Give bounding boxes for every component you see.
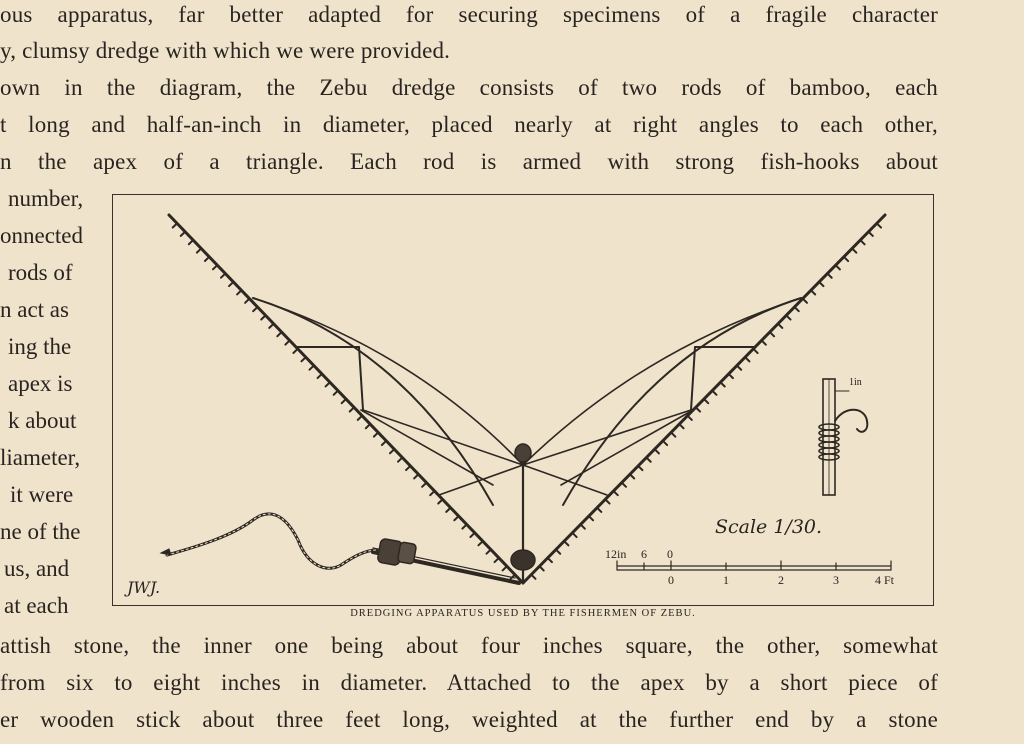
figure-dredge-diagram — [112, 194, 934, 606]
fish-hook — [462, 524, 466, 528]
side-text-line: n act as — [0, 297, 69, 322]
fish-hook — [301, 357, 305, 361]
fish-hook — [189, 240, 193, 244]
fish-hook — [213, 265, 217, 269]
fish-hook — [438, 499, 442, 503]
fish-hook — [478, 541, 482, 545]
fish-hook — [589, 516, 593, 520]
scale-ft-1: 1 — [723, 573, 729, 587]
side-text-line: ne of the — [0, 519, 81, 544]
fish-hook — [614, 491, 618, 495]
fish-hook — [827, 274, 831, 278]
fish-hook — [844, 257, 848, 261]
fish-hook — [406, 466, 410, 470]
body-text-line: er wooden stick about three feet long, weighted at the further end by a stone — [0, 707, 938, 732]
fish-hook — [398, 458, 402, 462]
fish-hook — [446, 508, 450, 512]
fish-hook — [173, 223, 177, 227]
side-text-line: it were — [10, 482, 74, 507]
fish-hook — [221, 274, 225, 278]
fish-hook — [737, 366, 741, 370]
fish-hook — [454, 516, 458, 520]
fish-hook — [869, 232, 873, 236]
dredge-illustration — [113, 195, 934, 606]
body-text-line: n the apex of a triangle. Each rod is armed with strong fish-hooks about — [0, 149, 938, 174]
fish-hook — [350, 407, 354, 411]
fish-hook — [622, 483, 626, 487]
scale-inch-0: 0 — [667, 547, 673, 561]
fish-hook — [358, 416, 362, 420]
fish-hook — [326, 382, 330, 386]
side-text-line: liameter, — [0, 445, 81, 470]
body-text-line: t long and half-an-inch in diameter, placed nearly at right angles to each other, — [0, 112, 938, 137]
scale-ft-3: 3 — [833, 573, 839, 587]
fish-hook — [753, 349, 757, 353]
side-text-line: k about — [8, 408, 77, 433]
fish-hook — [671, 432, 675, 436]
fish-hook — [470, 533, 474, 537]
fish-hook — [261, 315, 265, 319]
scale-ft-2: 2 — [778, 573, 784, 587]
fish-hook — [745, 357, 749, 361]
fish-hook — [720, 382, 724, 386]
figure-caption: DREDGING APPARATUS USED BY THE FISHERMEN OF ZEBU. — [350, 608, 696, 619]
fish-hook — [277, 332, 281, 336]
fish-hook — [285, 340, 289, 344]
fish-hook — [269, 324, 273, 328]
left-rod-hooks — [173, 223, 515, 578]
fish-hook — [605, 499, 609, 503]
fish-hook — [852, 248, 856, 252]
fish-hook — [638, 466, 642, 470]
fish-hook — [293, 349, 297, 353]
side-text-line: onnected — [0, 223, 84, 248]
fish-hook — [877, 223, 881, 227]
fish-hook — [581, 524, 585, 528]
side-text-line: rods of — [8, 260, 73, 285]
fish-hook — [382, 441, 386, 445]
fish-hook — [390, 449, 394, 453]
fish-hook — [197, 248, 201, 252]
side-text-line: ing the — [8, 334, 72, 359]
fish-hook — [836, 265, 840, 269]
fish-hook — [597, 508, 601, 512]
fish-hook — [811, 290, 815, 294]
fish-hook — [334, 391, 338, 395]
fish-hook — [503, 566, 507, 570]
fish-hook — [422, 483, 426, 487]
fish-hook — [679, 424, 683, 428]
hook-detail-label: 1in — [849, 377, 862, 388]
fish-hook — [704, 399, 708, 403]
fish-hook — [430, 491, 434, 495]
fish-hook — [778, 324, 782, 328]
fish-hook — [663, 441, 667, 445]
fish-hook — [860, 240, 864, 244]
fish-hook — [486, 550, 490, 554]
body-text-line: attish stone, the inner one being about four inches square, the other, somewhat — [0, 633, 938, 658]
side-text-line: apex is — [8, 371, 73, 396]
body-text-line: from six to eight inches in diameter. Attached to the apex by a short piece of — [0, 670, 938, 695]
fish-hook — [786, 315, 790, 319]
fish-hook — [556, 550, 560, 554]
scale-inch-12: 12in — [605, 547, 627, 561]
fish-hook — [548, 558, 552, 562]
fish-hook — [762, 340, 766, 344]
fish-hook — [531, 575, 535, 579]
fish-hook — [205, 257, 209, 261]
fish-hook — [181, 232, 185, 236]
scale-inch-6: 6 — [641, 547, 647, 561]
fish-hook — [539, 566, 543, 570]
fish-hook — [342, 399, 346, 403]
fish-hook — [564, 541, 568, 545]
fish-hook — [374, 432, 378, 436]
side-text-line: us, and — [4, 556, 70, 581]
fish-hook — [318, 374, 322, 378]
fish-hook — [414, 474, 418, 478]
fish-hook — [770, 332, 774, 336]
side-text-line: at each — [4, 593, 69, 618]
fish-hook — [366, 424, 370, 428]
artist-signature: JWJ. — [127, 578, 161, 597]
fish-hook — [646, 458, 650, 462]
fish-hook — [237, 290, 241, 294]
scale-label: Scale 1/30. — [715, 516, 823, 538]
side-text-line: number, — [8, 186, 84, 211]
body-text-line: own in the diagram, the Zebu dredge consists of two rods of bamboo, each — [0, 75, 938, 100]
fish-hook — [253, 307, 257, 311]
body-text-line: y, clumsy dredge with which we were provided. — [0, 38, 451, 63]
scale-ft-0: 0 — [668, 573, 674, 587]
fish-hook — [309, 366, 313, 370]
body-text-line: ous apparatus, far better adapted for securing specimens of a fragile character — [0, 2, 938, 27]
fish-hook — [712, 391, 716, 395]
fish-hook — [572, 533, 576, 537]
fish-hook — [229, 282, 233, 286]
fish-hook — [688, 416, 692, 420]
fish-hook — [819, 282, 823, 286]
fish-hook — [696, 407, 700, 411]
scale-ft-4: 4 Ft — [875, 573, 895, 587]
fish-hook — [495, 558, 499, 562]
fish-hook — [655, 449, 659, 453]
fish-hook — [630, 474, 634, 478]
fish-hook — [245, 299, 249, 303]
fish-hook — [729, 374, 733, 378]
fish-hook — [795, 307, 799, 311]
fish-hook — [803, 299, 807, 303]
